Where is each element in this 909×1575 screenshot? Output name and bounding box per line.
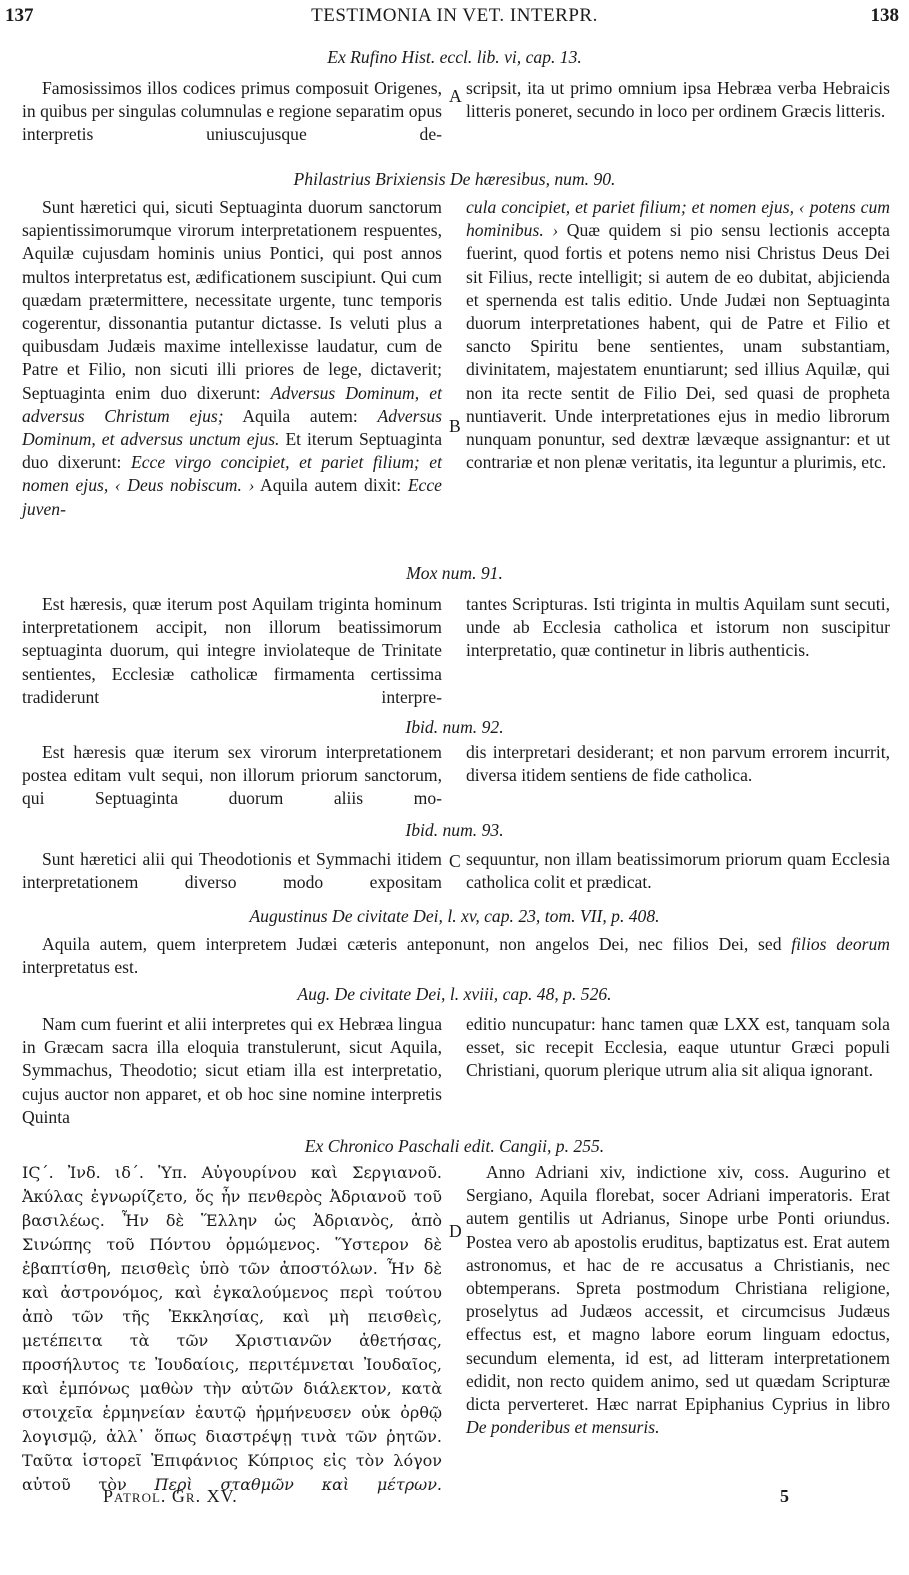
philastrius-lxx-intro: Et iterum Septuaginta duo dixerunt: <box>22 429 443 473</box>
text-num-91-right: tantes Scripturas. Isti triginta in multis Aquilam sunt secuti, unde ab Ecclesia catholica et istorum non suscipitur interpretatio, quæ continetur in libris authenticis. <box>466 594 890 661</box>
philastrius-quote-juvencula: Ecce juven- <box>22 475 442 519</box>
philastrius-commentary: Quæ quidem si pio sensu lectionis accepta fuerint, quod fortis et potens nemo nisi Christus Deus Dei sit Filius, recte intelligit; si autem de eo dubitat, abjicienda et spernenda est talis editio. Unde Judæi non Septuaginta duorum interpretationes habent, qui de Patre et Filio et sancto Spiritu bene sentientes, unam substantiam, divinitatem, majestatem enuntiarunt; sed illius Aquilæ, qui non ita recte sentit de Filio Dei, sed quasi de propheta nuntiaverit. Unde interpretationes ejus in medio librorum nunquam ponuntur, sed dextræ lævæque assignantur: et ut contrariæ et non plenæ veritatis, ita leguntur a plurimis, etc. <box>466 220 890 473</box>
chronicon-latin-title: De ponderibus et mensuris. <box>466 1417 660 1438</box>
text-rufinus-right: scripsit, ita ut primo omnium ipsa Hebræa verba Hebraicis litteris poneret, secundo in loco per ordinem Græcis litteris. <box>466 78 890 122</box>
column-marker-a: A <box>449 86 462 106</box>
footer-signature: 5 <box>780 1486 789 1506</box>
footer-series: Patrol. Gr. XV. <box>103 1486 238 1506</box>
philastrius-quote-lxx: Adversus Dominum, et adversus Christum ejus; <box>22 382 442 426</box>
augustinus-xv-text: Aquila autem, quem interpretem Judæi cæteris anteponunt, non angelos Dei, nec filios Dei, sed <box>42 934 782 954</box>
column-marker-b: B <box>449 416 461 436</box>
text-augustinus-xv <box>22 933 890 979</box>
philastrius-text: Sunt hæretici qui, sicuti Septuaginta duorum sanctorum sapientissimorumque virorum interpretationem respuentes, Aquilæ cujusdam hominis unius Pontici, qui post annos multos interpretatus est, ædificationem suscipiunt. Qui cum quædam prætermittere, necessitate urgente, tunc temporis cogerentur, dissonantia putantur dictasse. Is veluti plus a quibusdam Judæis maxime intellexisse laudatur, cum de Patre et Filio, non sicuti illi priores de lege, dictaverit; Septuaginta enim duo dixerunt: <box>22 197 442 403</box>
source-heading-augustinus-xviii: Aug. De civitate Dei, l. xviii, cap. 48, p. 526. <box>297 984 612 1004</box>
source-heading-num-92: Ibid. num. 92. <box>405 717 504 737</box>
text-augustinus-xviii-left: Nam cum fuerint et alii interpretes qui ex Hebræa lingua in Græcam sacra illa eloquia transtulerunt, sicut Aquila, Symmachus, Theodotio; sicut etiam illa est interpretatio, cujus auctor non apparet, et ob hoc sine nomine interpretis Quinta <box>22 1014 442 1127</box>
column-marker-d: D <box>449 1221 462 1241</box>
text-num-92-left: Est hæresis quæ iterum sex virorum interpretationem postea editam vult sequi, non illorum priorum sanctorum, qui Septuaginta duorum aliis mo- <box>22 742 442 809</box>
source-heading-num-91: Mox num. 91. <box>406 563 503 583</box>
philastrius-quote-virgo: Ecce virgo concipiet, et pariet filium; et nomen ejus, ‹ Deus nobiscum. › <box>22 452 442 496</box>
text-philastrius-right <box>466 196 890 474</box>
text-num-91-left: Est hæresis, quæ iterum post Aquilam triginta hominum interpretationem accipit, non illorum beatissimorum septuaginta duorum, qui integre inviolateque de Trinitate sentientes, Ecclesiæ catholicæ firmamenta certissima tradiderunt interpre- <box>22 594 442 707</box>
chronicon-greek-title: Περὶ σταθμῶν καὶ μέτρων. <box>154 1475 443 1494</box>
page-number-right: 138 <box>870 5 899 26</box>
text-rufinus-left: Famosissimos illos codices primus composuit Origenes, in quibus per singulas columnulas e regione separatim opus interpretis uniuscujusque de- <box>22 78 442 145</box>
source-heading-augustinus-xv: Augustinus De civitate Dei, l. xv, cap. 23, tom. VII, p. 408. <box>249 906 660 926</box>
philastrius-aquila-dixit: Aquila autem dixit: <box>259 475 402 496</box>
chronicon-greek-text: ΙϚ΄. Ἰνδ. ιδ΄. Ὑπ. Αὐγουρίνου καὶ Σεργιανοῦ. Ἀκύλας ἐγνωρίζετο, ὅς ἦν πενθερὸς Ἀδριανοῦ τοῦ βασιλέως. Ἦν δὲ Ἕλλην ὡς Ἀδριανὸς, ἀπὸ Σινώπης τοῦ Πόντου ὁρμώμενος. Ὕστερον δὲ ἐβαπτίσθη, πεισθεὶς ὑπὸ τῶν ἀποστόλων. Ἦν δὲ καὶ ἀστρονόμος, καὶ ἐγκαλούμενος περὶ τούτου ἀπὸ τῶν τῆς Ἐκκλησίας, καὶ μὴ πεισθεὶς, μετέπειτα τὰ τῶν Χριστιανῶν ἀθετήσας, προσήλυτος τε Ἰουδαίοις, περιτέμνεται Ἰουδαῖος, καὶ ἐμπόνως μαθὼν τὴν αὐτῶν διάλεκτον, κατὰ στοιχεῖα ἑρμηνείαν ἑαυτῷ ἡρμήνευσεν οὐκ ὀρθῷ λογισμῷ, ἀλλ᾽ ὅπως διαστρέψῃ τινὰ τῶν ῥητῶν. Ταῦτα ἱστορεῖ Ἐπιφάνιος Κύπριος εἰς τὸν λόγον αὐτοῦ τὸν <box>22 1163 442 1494</box>
chronicon-latin-text: Anno Adriani xiv, indictione xiv, coss. Augurino et Sergiano, Aquila florebat, socer Adriani imperatoris. Erat autem gentilis ut Adrianus, Sinope urbe Ponti oriundus. Postea vero ab apostolis eruditus, baptizatus est. Erat autem astronomus, et hac de re accusatus a Christianis, nec obtemperans. Spreta postmodum Christiana religione, proselytus ad Judæos accessit, et circumcisus Judæus effectus est, et magno labore eorum linguam edoctus, secundum elementa, id est, ad litteram interpretationem edidit, non recto quidem animo, sed ut quædam Scripturæ dicta perverteret. Hæc narrat Epiphanius Cyprius in libro <box>466 1162 890 1415</box>
source-heading-chronicon: Ex Chronico Paschali edit. Cangii, p. 255. <box>304 1136 605 1156</box>
text-num-93-right: sequuntur, non illam beatissimorum priorum quam Ecclesia catholica colit et prædicat. <box>466 849 890 893</box>
philastrius-quote-continued: cula concipiet, et pariet filium; et nomen ejus, ‹ potens cum hominibus. › <box>466 197 890 241</box>
augustinus-xv-quote: filios deorum <box>791 934 890 954</box>
source-heading-num-93: Ibid. num. 93. <box>405 820 504 840</box>
augustinus-xv-end: interpretatus est. <box>22 957 139 978</box>
text-augustinus-xviii-right: editio nuncupatur: hanc tamen quæ LXX est, tanquam sola esset, sic recepit Ecclesia, eaque utuntur Græci populi Christiani, quorum plerique utrum alia sit aliqua ignorant. <box>466 1014 890 1081</box>
running-title: TESTIMONIA IN VET. INTERPR. <box>311 5 598 26</box>
text-num-93-left: Sunt hæretici alii qui Theodotionis et Symmachi itidem interpretationem diverso modo expositam <box>22 849 442 893</box>
text-chronicon-latin <box>466 1161 890 1439</box>
text-num-92-right: dis interpretari desiderant; et non parvum errorem incurrit, diversa itidem sentiens de fide catholica. <box>466 742 890 786</box>
source-heading-philastrius: Philastrius Brixiensis De hæresibus, num. 90. <box>293 169 616 189</box>
text-philastrius-left <box>22 196 442 521</box>
philastrius-aquila-intro: Aquila autem: <box>242 405 358 426</box>
philastrius-quote-aquila: Adversus Dominum, et adversus unctum ejus. <box>22 405 442 450</box>
text-chronicon-greek <box>22 1161 442 1497</box>
page-number-left: 137 <box>5 5 34 26</box>
source-heading-rufinus: Ex Rufino Hist. eccl. lib. vi, cap. 13. <box>327 47 582 67</box>
column-marker-c: C <box>449 851 461 871</box>
